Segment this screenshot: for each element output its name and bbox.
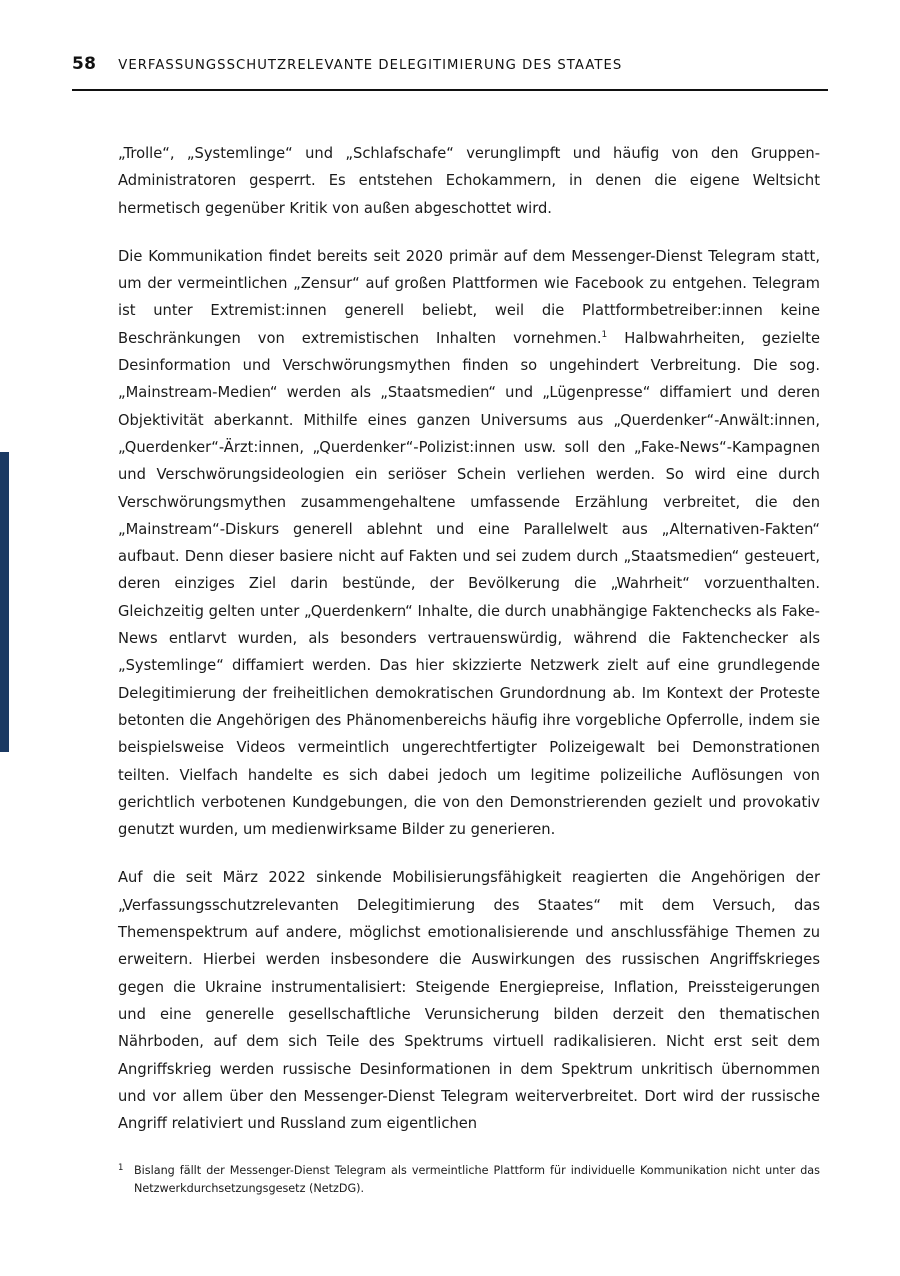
body-text: [118, 140, 820, 1137]
footnote-marker: 1: [118, 1163, 124, 1173]
paragraph-2-part-2: Halbwahrheiten, gezielte Desinformation und Verschwörungsmythen finden so ungehindert Verbreitung. Die sog. „Mainstream-Medien“ werden als „Staatsmedien“ und „Lügenpresse“ diffamiert und deren Objektivität aberkannt. Mithilfe eines ganzen Universums aus „Querdenker“-Anwält:innen, „Querdenker“-Ärzt:innen, „Querdenker“-Polizist:innen usw. soll den „Fake-News“-Kampagnen und Verschwörungsideologien ein seriöser Schein verliehen werden. So wird eine durch Verschwörungsmythen zusammengehaltene umfassende Erzählung verbreitet, die den „Mainstream“-Diskurs generell ablehnt und eine Parallelwelt aus „Alternativen-Fakten“ aufbaut. Denn dieser basiere nicht auf Fakten und sei zudem durch „Staatsmedien“ gesteuert, deren einziges Ziel darin bestünde, der Bevölkerung die „Wahrheit“ vorzuenthalten. Gleichzeitig gelten unter „Querdenkern“ Inhalte, die durch unabhängige Faktenchecks als Fake-News entlarvt wurden, als besonders vertrauenswürdig, während die Faktenchecker als „Systemlinge“ diffamiert werden. Das hier skizzierte Netzwerk zielt auf eine grundlegende Delegitimierung der freiheitlichen demokratischen Grundordnung ab. Im Kontext der Proteste betonten die Angehörigen des Phänomenbereichs häufig ihre vorgebliche Opferrolle, indem sie beispielsweise Videos vermeintlich ungerechtfertigter Polizeigewalt bei Demonstrationen teilten. Vielfach handelte es sich dabei jedoch um legitime polizeiliche Auflösungen von gerichtlich verbotenen Kundgebungen, die von den Demonstrierenden gezielt und provokativ genutzt wurden, um medienwirksame Bilder zu generieren.: [118, 329, 820, 839]
footnote-text: Bislang fällt der Messenger-Dienst Telegram als vermeintliche Plattform für individuelle Kommunikation nicht unter das Netzwerkdurchsetzungsgesetz (NetzDG).: [134, 1164, 820, 1195]
paragraph-3: Auf die seit März 2022 sinkende Mobilisierungsfähigkeit reagierten die Angehörigen der „Verfassungsschutzrelevanten Delegitimierung des Staates“ mit dem Versuch, das Themenspektrum auf andere, möglichst emotionalisierende und anschlussfähige Themen zu erweitern. Hierbei werden insbesondere die Auswirkungen des russischen Angriffskrieges gegen die Ukraine instrumentalisiert: Steigende Energiepreise, Inflation, Preissteigerungen und eine generelle gesellschaftliche Verunsicherung bilden derzeit den thematischen Nährboden, auf dem sich Teile des Spektrums virtuell radikalisieren. Nicht erst seit dem Angriffskrieg werden russische Desinformationen in dem Spektrum unkritisch übernommen und vor allem über den Messenger-Dienst Telegram weiterverbreitet. Dort wird der russische Angriff relativiert und Russland zum eigentlichen: [118, 869, 820, 1133]
page-edge-marker: [0, 452, 9, 752]
footnote-1: [118, 1162, 820, 1197]
paragraph-2: [118, 243, 820, 844]
footnote-reference-1[interactable]: 1: [601, 329, 608, 340]
header-rule: [72, 89, 828, 91]
paragraph-1: „Trolle“, „Systemlinge“ und „Schlafschafe“ verunglimpft und häufig von den Gruppen-Administratoren gesperrt. Es entstehen Echokammern, in denen die eigene Weltsicht hermetisch gegenüber Kritik von außen abgeschottet wird.: [118, 145, 820, 217]
page-header: [72, 54, 828, 74]
paragraph-2-part-1: Die Kommunikation findet bereits seit 2020 primär auf dem Messenger-Dienst Telegram statt, um der vermeintlichen „Zensur“ auf großen Plattformen wie Facebook zu entgehen. Telegram ist unter Extremist:innen generell beliebt, weil die Plattformbetreiber:innen keine Beschränkungen von extremistischen Inhalten vornehmen.: [118, 247, 820, 347]
running-title: VERFASSUNGSSCHUTZRELEVANTE DELEGITIMIERUNG DES STAATES: [118, 58, 623, 73]
footnote-area: [118, 1162, 820, 1197]
page-number: 58: [72, 54, 97, 74]
